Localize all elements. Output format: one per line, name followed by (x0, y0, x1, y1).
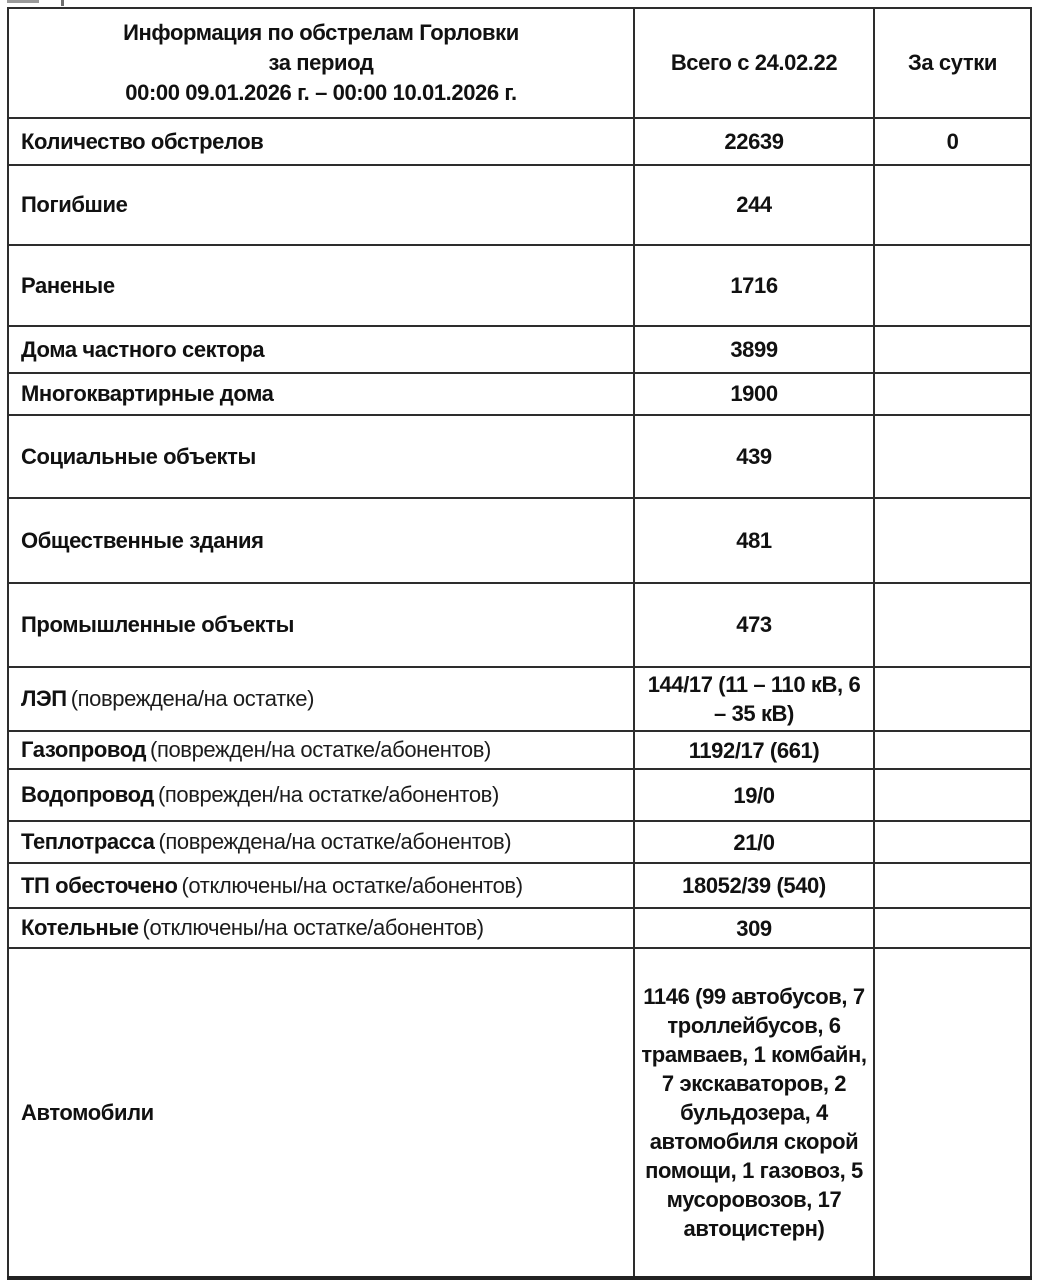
table-row-public-buildings (8, 498, 1031, 583)
shelling-report-table (7, 7, 1032, 1280)
row-label: Общественные здания (21, 527, 264, 553)
row-daily-cell (874, 583, 1031, 667)
row-label-cell (8, 498, 634, 583)
row-label-cell (8, 245, 634, 326)
row-label-cell (8, 326, 634, 373)
row-daily-cell (874, 373, 1031, 415)
row-total-cell: 244 (634, 165, 874, 245)
row-label: Раненые (21, 272, 115, 298)
table-header-row (8, 8, 1031, 118)
row-note: (поврежден/на остатке/абонентов) (157, 782, 499, 808)
row-total-cell: 481 (634, 498, 874, 583)
row-label-cell (8, 373, 634, 415)
table-row-power-lines (8, 667, 1031, 731)
row-daily-cell (874, 731, 1031, 769)
row-label: Промышленные объекты (21, 612, 295, 638)
table-row-vehicles (8, 948, 1031, 1278)
table-title-line3: 00:00 09.01.2026 г. – 00:00 10.01.2026 г. (125, 79, 517, 105)
cropped-table-remnant-horizontal (7, 0, 39, 3)
row-note: (повреждена/на остатке/абонентов) (158, 829, 512, 855)
table-row-heating-main (8, 821, 1031, 863)
table-row-private-houses (8, 326, 1031, 373)
row-label: Погибшие (21, 192, 128, 218)
row-daily-cell: 0 (874, 118, 1031, 165)
row-label: Теплотрасса (21, 829, 155, 855)
row-daily-cell (874, 326, 1031, 373)
row-total-cell: 1716 (634, 245, 874, 326)
row-label: Газопровод (21, 737, 147, 763)
row-note: (отключены/на остатке/абонентов) (142, 915, 484, 941)
table-row-social-objects (8, 415, 1031, 498)
row-total-cell: 18052/39 (540) (634, 863, 874, 908)
row-label: Многоквартирные дома (21, 381, 274, 407)
row-label: ТП обесточено (21, 872, 178, 898)
table-row-water-pipeline (8, 769, 1031, 821)
table-title-cell (8, 8, 634, 118)
row-total-cell: 309 (634, 908, 874, 948)
row-total-cell: 1146 (99 автобусов, 7 троллейбусов, 6 трамваев, 1 комбайн, 7 экскаваторов, 2 бульдозера, 4 автомобиля скорой помощи, 1 газовоз, 5 мусоровозов, 17 автоцистерн) (634, 948, 874, 1278)
row-daily-cell (874, 769, 1031, 821)
table-row-industrial-objects (8, 583, 1031, 667)
table-row-killed (8, 165, 1031, 245)
table-row-wounded (8, 245, 1031, 326)
row-label: Количество обстрелов (21, 128, 264, 154)
row-total-cell: 22639 (634, 118, 874, 165)
row-daily-cell (874, 165, 1031, 245)
row-daily-cell (874, 498, 1031, 583)
row-label-cell (8, 731, 634, 769)
row-daily-cell (874, 948, 1031, 1278)
row-total-cell: 144/17 (11 – 110 кВ, 6 – 35 кВ) (634, 667, 874, 731)
row-note: (отключены/на остатке/абонентов) (181, 872, 523, 898)
row-label-cell (8, 118, 634, 165)
table-row-gas-pipeline (8, 731, 1031, 769)
table-row-transformer-substations (8, 863, 1031, 908)
row-label: ЛЭП (21, 686, 67, 712)
table-row-apartment-buildings (8, 373, 1031, 415)
row-label-cell (8, 415, 634, 498)
row-label: Автомобили (21, 1099, 154, 1125)
row-note: (повреждена/на остатке) (70, 686, 314, 712)
row-daily-cell (874, 667, 1031, 731)
row-total-cell: 473 (634, 583, 874, 667)
row-daily-cell (874, 821, 1031, 863)
row-daily-cell (874, 908, 1031, 948)
row-label-cell (8, 863, 634, 908)
row-label: Социальные объекты (21, 443, 256, 469)
row-label-cell (8, 165, 634, 245)
row-total-cell: 21/0 (634, 821, 874, 863)
row-total-cell: 3899 (634, 326, 874, 373)
row-total-cell: 19/0 (634, 769, 874, 821)
table-row-shellings (8, 118, 1031, 165)
row-label: Водопровод (21, 782, 154, 808)
row-total-cell: 1900 (634, 373, 874, 415)
cropped-table-remnant-vertical (61, 0, 64, 6)
row-label: Котельные (21, 915, 139, 941)
row-label-cell (8, 821, 634, 863)
table-title-line1: Информация по обстрелам Горловки (123, 20, 519, 46)
row-note: (поврежден/на остатке/абонентов) (150, 737, 491, 763)
row-label-cell (8, 948, 634, 1278)
row-daily-cell (874, 863, 1031, 908)
row-label-cell (8, 583, 634, 667)
row-daily-cell (874, 245, 1031, 326)
row-label-cell (8, 908, 634, 948)
row-label-cell (8, 667, 634, 731)
column-header-total: Всего с 24.02.22 (634, 8, 874, 118)
row-label-cell (8, 769, 634, 821)
column-header-daily: За сутки (874, 8, 1031, 118)
row-label: Дома частного сектора (21, 336, 265, 362)
table-row-boiler-houses (8, 908, 1031, 948)
row-daily-cell (874, 415, 1031, 498)
row-total-cell: 1192/17 (661) (634, 731, 874, 769)
row-total-cell: 439 (634, 415, 874, 498)
table-title-line2: за период (268, 50, 374, 76)
